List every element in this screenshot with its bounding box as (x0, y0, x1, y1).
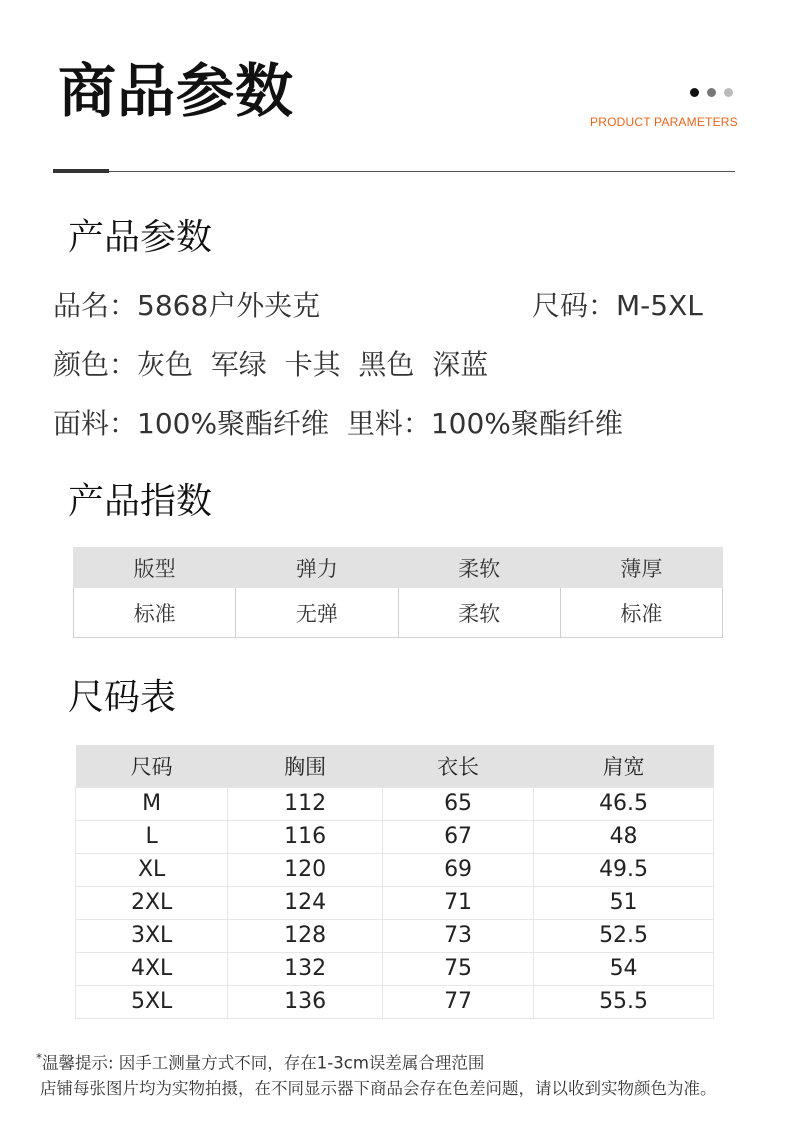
divider (53, 171, 735, 172)
table-cell: 132 (228, 952, 383, 985)
divider-accent (53, 169, 109, 173)
table-row (76, 820, 714, 853)
table-header-cell: 薄厚 (560, 548, 722, 588)
table-cell: 54 (534, 952, 714, 985)
section-title-index: 产品指数 (68, 481, 213, 522)
dot-icon (724, 88, 733, 97)
table-cell: 73 (383, 919, 534, 952)
note-measurement (36, 1052, 484, 1072)
table-cell: 69 (383, 853, 534, 886)
table-header-cell: 肩宽 (534, 745, 714, 787)
table-cell: 2XL (76, 886, 228, 919)
table-header-cell: 弹力 (236, 548, 398, 588)
table-row (76, 919, 714, 952)
table-header-cell: 尺码 (76, 745, 228, 787)
table-cell: 标准 (560, 588, 722, 638)
table-cell: 3XL (76, 919, 228, 952)
table-header-cell: 衣长 (383, 745, 534, 787)
table-cell: 112 (228, 787, 383, 820)
dot-icon (690, 88, 699, 97)
table-cell: L (76, 820, 228, 853)
table-cell: 柔软 (398, 588, 560, 638)
table-cell: 52.5 (534, 919, 714, 952)
table-row (76, 886, 714, 919)
pagination-dots (690, 88, 733, 97)
note-color-difference: 店铺每张图片均为实物拍摄，在不同显示器下商品会存在色差问题，请以收到实物颜色为准。 (40, 1079, 717, 1098)
table-row (76, 952, 714, 985)
table-header-cell: 柔软 (398, 548, 560, 588)
table-cell: 51 (534, 886, 714, 919)
table-row (76, 985, 714, 1018)
size-table (75, 745, 714, 1019)
table-header-row (74, 548, 723, 588)
page-title: 商品参数 (58, 57, 295, 125)
table-cell: 116 (228, 820, 383, 853)
product-size-range: 尺码：M-5XL (532, 289, 703, 322)
section-title-params: 产品参数 (68, 217, 213, 258)
table-row (76, 787, 714, 820)
table-cell: 124 (228, 886, 383, 919)
table-cell: 48 (534, 820, 714, 853)
table-cell: 67 (383, 820, 534, 853)
table-cell: 4XL (76, 952, 228, 985)
asterisk: * (36, 1051, 42, 1065)
product-fabric: 面料：100%聚酯纤维 里料：100%聚酯纤维 (53, 407, 623, 440)
page-subtitle: PRODUCT PARAMETERS (590, 115, 738, 129)
index-table (73, 547, 723, 638)
table-cell: 5XL (76, 985, 228, 1018)
table-cell: 46.5 (534, 787, 714, 820)
table-cell: 136 (228, 985, 383, 1018)
table-header-row (76, 745, 714, 787)
table-cell: XL (76, 853, 228, 886)
table-header-cell: 胸围 (228, 745, 383, 787)
table-cell: 71 (383, 886, 534, 919)
table-cell: M (76, 787, 228, 820)
table-cell: 无弹 (236, 588, 398, 638)
product-name: 品名：5868户外夹克 (53, 289, 321, 322)
table-cell: 128 (228, 919, 383, 952)
table-cell: 75 (383, 952, 534, 985)
table-cell: 49.5 (534, 853, 714, 886)
table-cell: 120 (228, 853, 383, 886)
table-cell: 77 (383, 985, 534, 1018)
product-colors: 颜色：灰色 军绿 卡其 黑色 深蓝 (53, 348, 489, 381)
section-title-size-chart: 尺码表 (68, 677, 177, 718)
table-header-cell: 版型 (74, 548, 236, 588)
note-measurement-text: 温馨提示: 因手工测量方式不同，存在1-3cm误差属合理范围 (42, 1053, 485, 1073)
table-cell: 55.5 (534, 985, 714, 1018)
dot-icon (707, 88, 716, 97)
table-row (76, 853, 714, 886)
table-cell: 标准 (74, 588, 236, 638)
table-row (74, 588, 723, 638)
table-cell: 65 (383, 787, 534, 820)
